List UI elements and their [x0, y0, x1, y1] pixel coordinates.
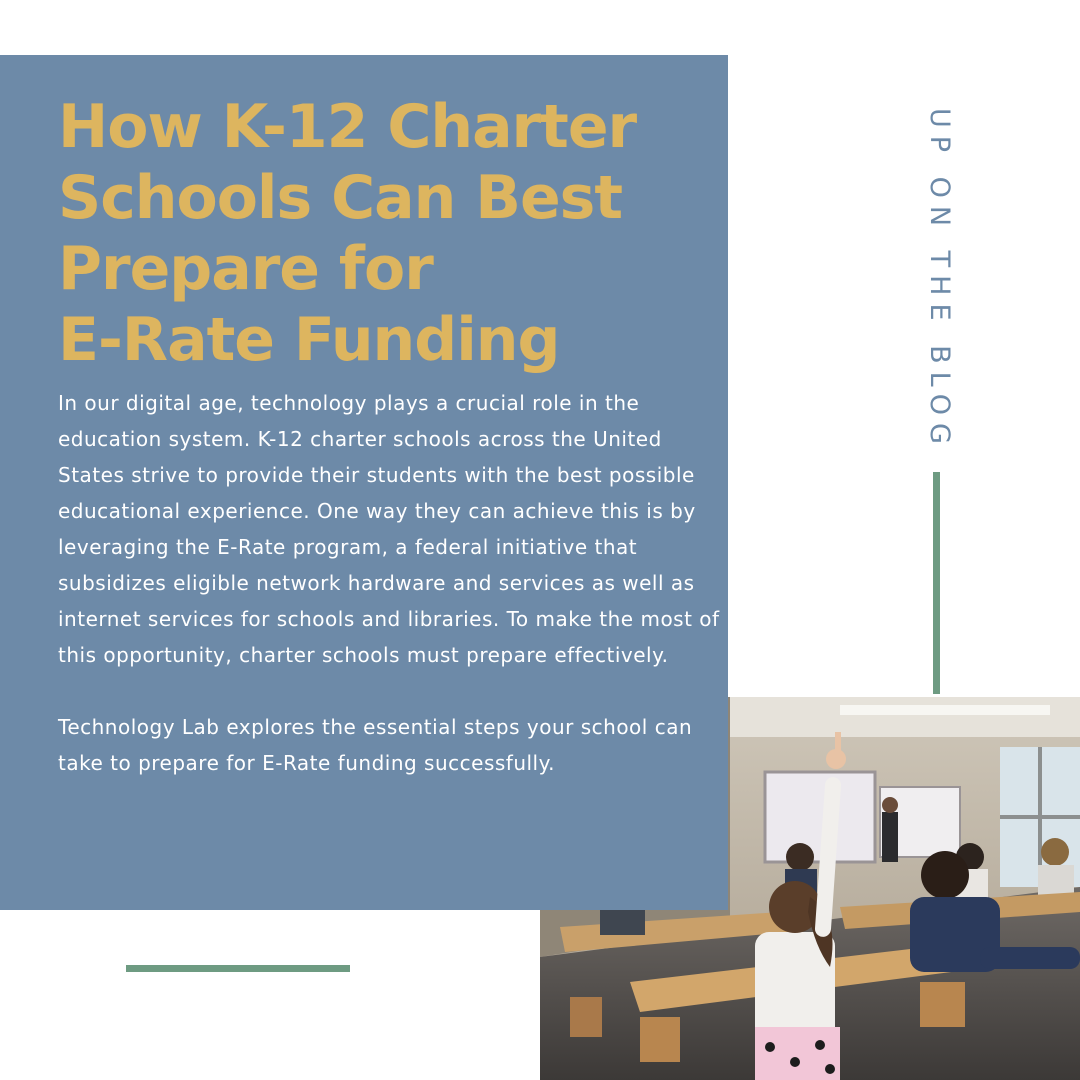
post-excerpt — [58, 385, 723, 781]
up-on-the-blog-label: UP ON THE BLOG — [924, 108, 955, 452]
post-title-line: E-Rate Funding — [58, 305, 560, 375]
excerpt-paragraph: Technology Lab explores the essential steps your school can take to prepare for E-Rate funding successfully. — [58, 715, 693, 775]
excerpt-paragraph: In our digital age, technology plays a crucial role in the education system. K-12 charter schools across the United States strive to provide their students with the best possible educational experience. One way they can achieve this is by leveraging the E-Rate program, a federal initiative that subsidizes eligible network hardware and services as well as internet services for schools and libraries. To make the most of this opportunity, charter schools must prepare effectively. — [58, 391, 720, 667]
accent-divider-horizontal — [126, 965, 350, 972]
post-title-line: How K-12 Charter — [58, 92, 637, 162]
post-title — [58, 92, 718, 376]
post-title-line: Schools Can Best — [58, 163, 623, 233]
post-title-line: Prepare for — [58, 234, 433, 304]
accent-divider-vertical — [933, 472, 940, 694]
